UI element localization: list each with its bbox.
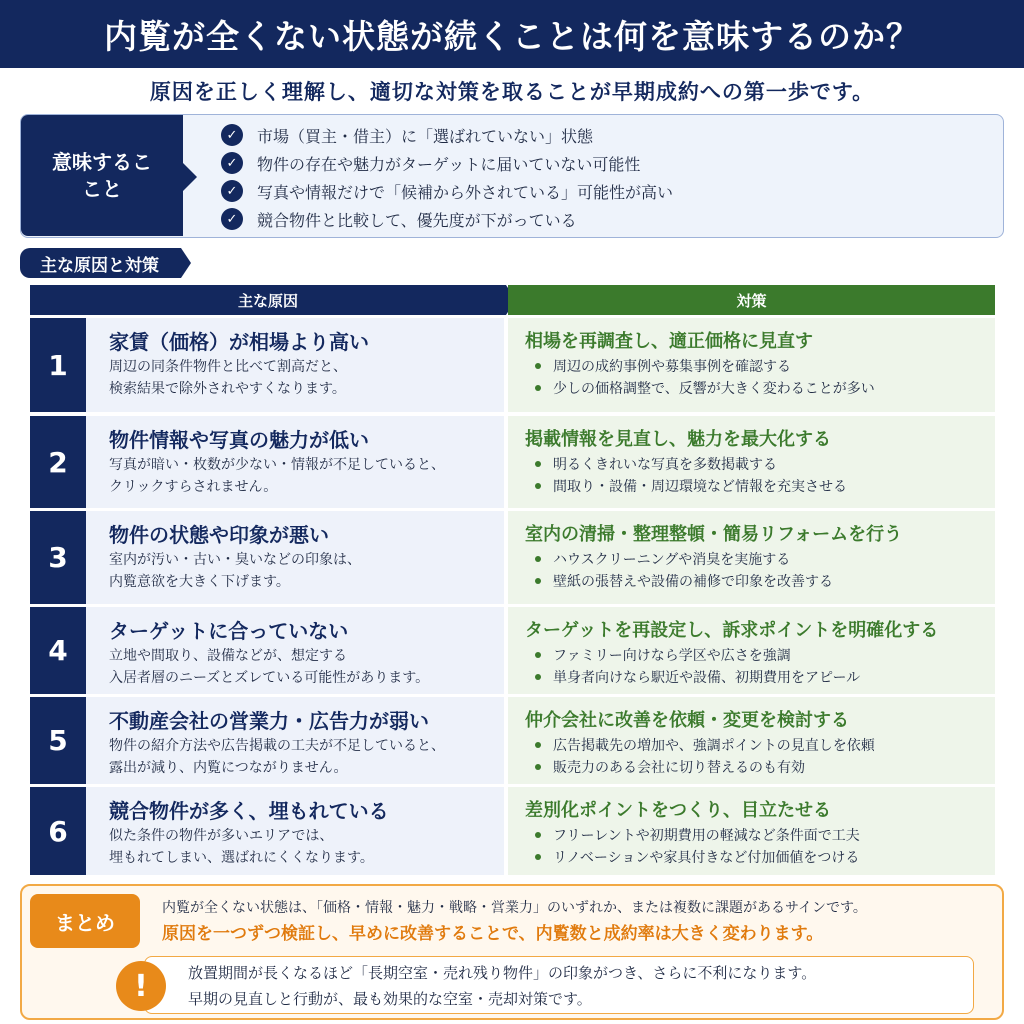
warning-line: 早期の見直しと行動が、最も効果的な空室・売却対策です。 [188, 990, 592, 1008]
fix-item-text: 間取り・設備・周辺環境など情報を充実させる [553, 479, 847, 495]
fix-title: 差別化ポイントをつくり、目立たせる [525, 800, 831, 821]
fix-item [525, 549, 995, 571]
page-title: 内覧が全くない状態が続くことは何を意味するのか？ [104, 16, 920, 56]
page-subtitle: 原因を正しく理解し、適切な対策を取ることが早期成約への第一歩です。 [149, 80, 875, 104]
check-circle-icon: ✓ [221, 180, 243, 202]
meaning-label [21, 115, 183, 236]
fix-item-text: ファミリー向けなら学区や広さを強調 [553, 648, 791, 664]
fix-item-text: 壁紙の張替えや設備の補修で印象を改善する [553, 574, 833, 590]
cause-cell [86, 607, 504, 694]
fix-title: 相場を再調査し、適正価格に見直す [525, 331, 813, 352]
summary-text: 内覧が全くない状態は、「価格・情報・魅力・戦略・営業力」のいずれか、または複数に課題があるサインです。 [162, 900, 867, 916]
fix-item [525, 757, 995, 779]
fix-title: 室内の清掃・整理整頓・簡易リフォームを行う [525, 524, 903, 545]
cause-cell [86, 511, 504, 604]
meaning-item-text: 市場（買主・借主）に「選ばれていない」状態 [257, 126, 594, 146]
meaning-label-text: 意味するこ こと [52, 149, 152, 201]
fix-item-text: 少しの価格調整で、反響が大きく変わることが多い [553, 381, 875, 397]
row-number: 3 [30, 511, 86, 604]
fix-item [525, 735, 995, 757]
cause-description: 立地や間取り、設備などが、想定する [109, 648, 347, 664]
meaning-item [221, 149, 673, 177]
fix-item [525, 378, 995, 400]
fix-item-text: リノベーションや家具付きなど付加価値をつける [553, 850, 860, 866]
fix-item-text: 販売力のある会社に切り替えるのも有効 [553, 760, 805, 776]
fix-list [525, 549, 995, 593]
section-tag: 主な原因と対策 [20, 248, 181, 278]
check-circle-icon: ✓ [221, 124, 243, 146]
fix-item [525, 667, 995, 689]
fix-cell [508, 511, 995, 604]
bullet-dot-icon [535, 764, 541, 770]
bullet-dot-icon [535, 363, 541, 369]
summary-label: まとめ [30, 894, 140, 948]
table-header-cause: 主な原因 [30, 285, 506, 315]
table-row [30, 607, 995, 694]
bullet-dot-icon [535, 461, 541, 467]
bullet-dot-icon [535, 556, 541, 562]
bullet-dot-icon [535, 578, 541, 584]
fix-list [525, 735, 995, 779]
bullet-dot-icon [535, 674, 541, 680]
cause-title: 物件の状態や印象が悪い [109, 523, 329, 547]
table-row [30, 318, 995, 412]
cause-title: ターゲットに合っていない [109, 619, 349, 643]
cause-description: 周辺の同条件物件と比べて割高だと、 [109, 359, 347, 375]
fix-item-text: 単身者向けなら駅近や設備、初期費用をアピール [553, 670, 861, 686]
summary-highlight: 原因を一つずつ検証し、早めに改善することで、内覧数と成約率は大きく変わります。 [162, 924, 824, 944]
cause-cell [86, 318, 504, 412]
fix-list [525, 454, 995, 498]
fix-cell [508, 416, 995, 508]
cause-description: 写真が暗い・枚数が少ない・情報が不足していると、 [109, 457, 445, 473]
fix-item-text: 明るくきれいな写真を多数掲載する [553, 457, 777, 473]
bullet-dot-icon [535, 742, 541, 748]
summary-box [20, 884, 1004, 1020]
fix-list [525, 645, 995, 689]
cause-cell [86, 416, 504, 508]
bullet-dot-icon [535, 652, 541, 658]
fix-title: ターゲットを再設定し、訴求ポイントを明確化する [525, 620, 939, 641]
meaning-item [221, 121, 673, 149]
header-bar [0, 0, 1024, 68]
cause-description: 似た条件の物件が多いエリアでは、 [109, 828, 334, 844]
fix-item [525, 454, 995, 476]
fix-item [525, 645, 995, 667]
meaning-item-text: 競合物件と比較して、優先度が下がっている [257, 210, 577, 230]
table-row [30, 511, 995, 604]
fix-item [525, 476, 995, 498]
cause-description: 検索結果で除外されやすくなります。 [109, 381, 346, 397]
fix-item [525, 847, 995, 869]
cause-description: クリックすらされません。 [109, 479, 278, 495]
fix-title: 仲介会社に改善を依頼・変更を検討する [525, 710, 849, 731]
table-header-fix: 対策 [508, 285, 995, 315]
fix-item-text: 周辺の成約事例や募集事例を確認する [553, 359, 791, 375]
check-circle-icon: ✓ [221, 208, 243, 230]
bullet-dot-icon [535, 385, 541, 391]
fix-cell [508, 697, 995, 784]
table-row [30, 697, 995, 784]
fix-item [525, 356, 995, 378]
fix-item-text: 広告掲載先の増加や、強調ポイントの見直しを依頼 [553, 738, 875, 754]
meaning-item [221, 205, 673, 233]
meaning-list [221, 121, 673, 233]
fix-title: 掲載情報を見直し、魅力を最大化する [525, 429, 831, 450]
meaning-item-text: 写真や情報だけで「候補から外されている」可能性が高い [257, 182, 674, 202]
row-number: 1 [30, 318, 86, 412]
cause-description: 室内が汚い・古い・臭いなどの印象は、 [109, 552, 361, 568]
fix-list [525, 356, 995, 400]
row-number: 6 [30, 787, 86, 875]
cause-title: 物件情報や写真の魅力が低い [109, 428, 369, 452]
row-number: 4 [30, 607, 86, 694]
cause-title: 競合物件が多く、埋もれている [109, 799, 389, 823]
table-row [30, 416, 995, 508]
row-number: 5 [30, 697, 86, 784]
fix-item [525, 571, 995, 593]
fix-list [525, 825, 995, 869]
meaning-item [221, 177, 673, 205]
fix-cell [508, 318, 995, 412]
fix-item-text: ハウスクリーニングや消臭を実施する [553, 552, 791, 568]
bullet-dot-icon [535, 832, 541, 838]
cause-title: 家賃（価格）が相場より高い [109, 330, 369, 354]
check-circle-icon: ✓ [221, 152, 243, 174]
cause-title: 不動産会社の営業力・広告力が弱い [109, 709, 429, 733]
cause-cell [86, 697, 504, 784]
exclamation-icon: ! [116, 961, 166, 1011]
cause-description: 内覧意欲を大きく下げます。 [109, 574, 290, 590]
row-number: 2 [30, 416, 86, 508]
cause-description: 露出が減り、内覧につながりません。 [109, 760, 348, 776]
cause-cell [86, 787, 504, 875]
cause-description: 物件の紹介方法や広告掲載の工夫が不足していると、 [109, 738, 445, 754]
fix-item-text: フリーレントや初期費用の軽減など条件面で工夫 [553, 828, 860, 844]
meaning-box [20, 114, 1004, 238]
fix-cell [508, 607, 995, 694]
fix-item [525, 825, 995, 847]
cause-description: 埋もれてしまい、選ばれにくくなります。 [109, 850, 374, 866]
bullet-dot-icon [535, 483, 541, 489]
cause-description: 入居者層のニーズとズレている可能性があります。 [109, 670, 430, 686]
table-row [30, 787, 995, 875]
fix-cell [508, 787, 995, 875]
bullet-dot-icon [535, 854, 541, 860]
meaning-item-text: 物件の存在や魅力がターゲットに届いていない可能性 [257, 154, 641, 174]
warning-line: 放置期間が長くなるほど「長期空室・売れ残り物件」の印象がつき、さらに不利になります。 [188, 964, 817, 982]
